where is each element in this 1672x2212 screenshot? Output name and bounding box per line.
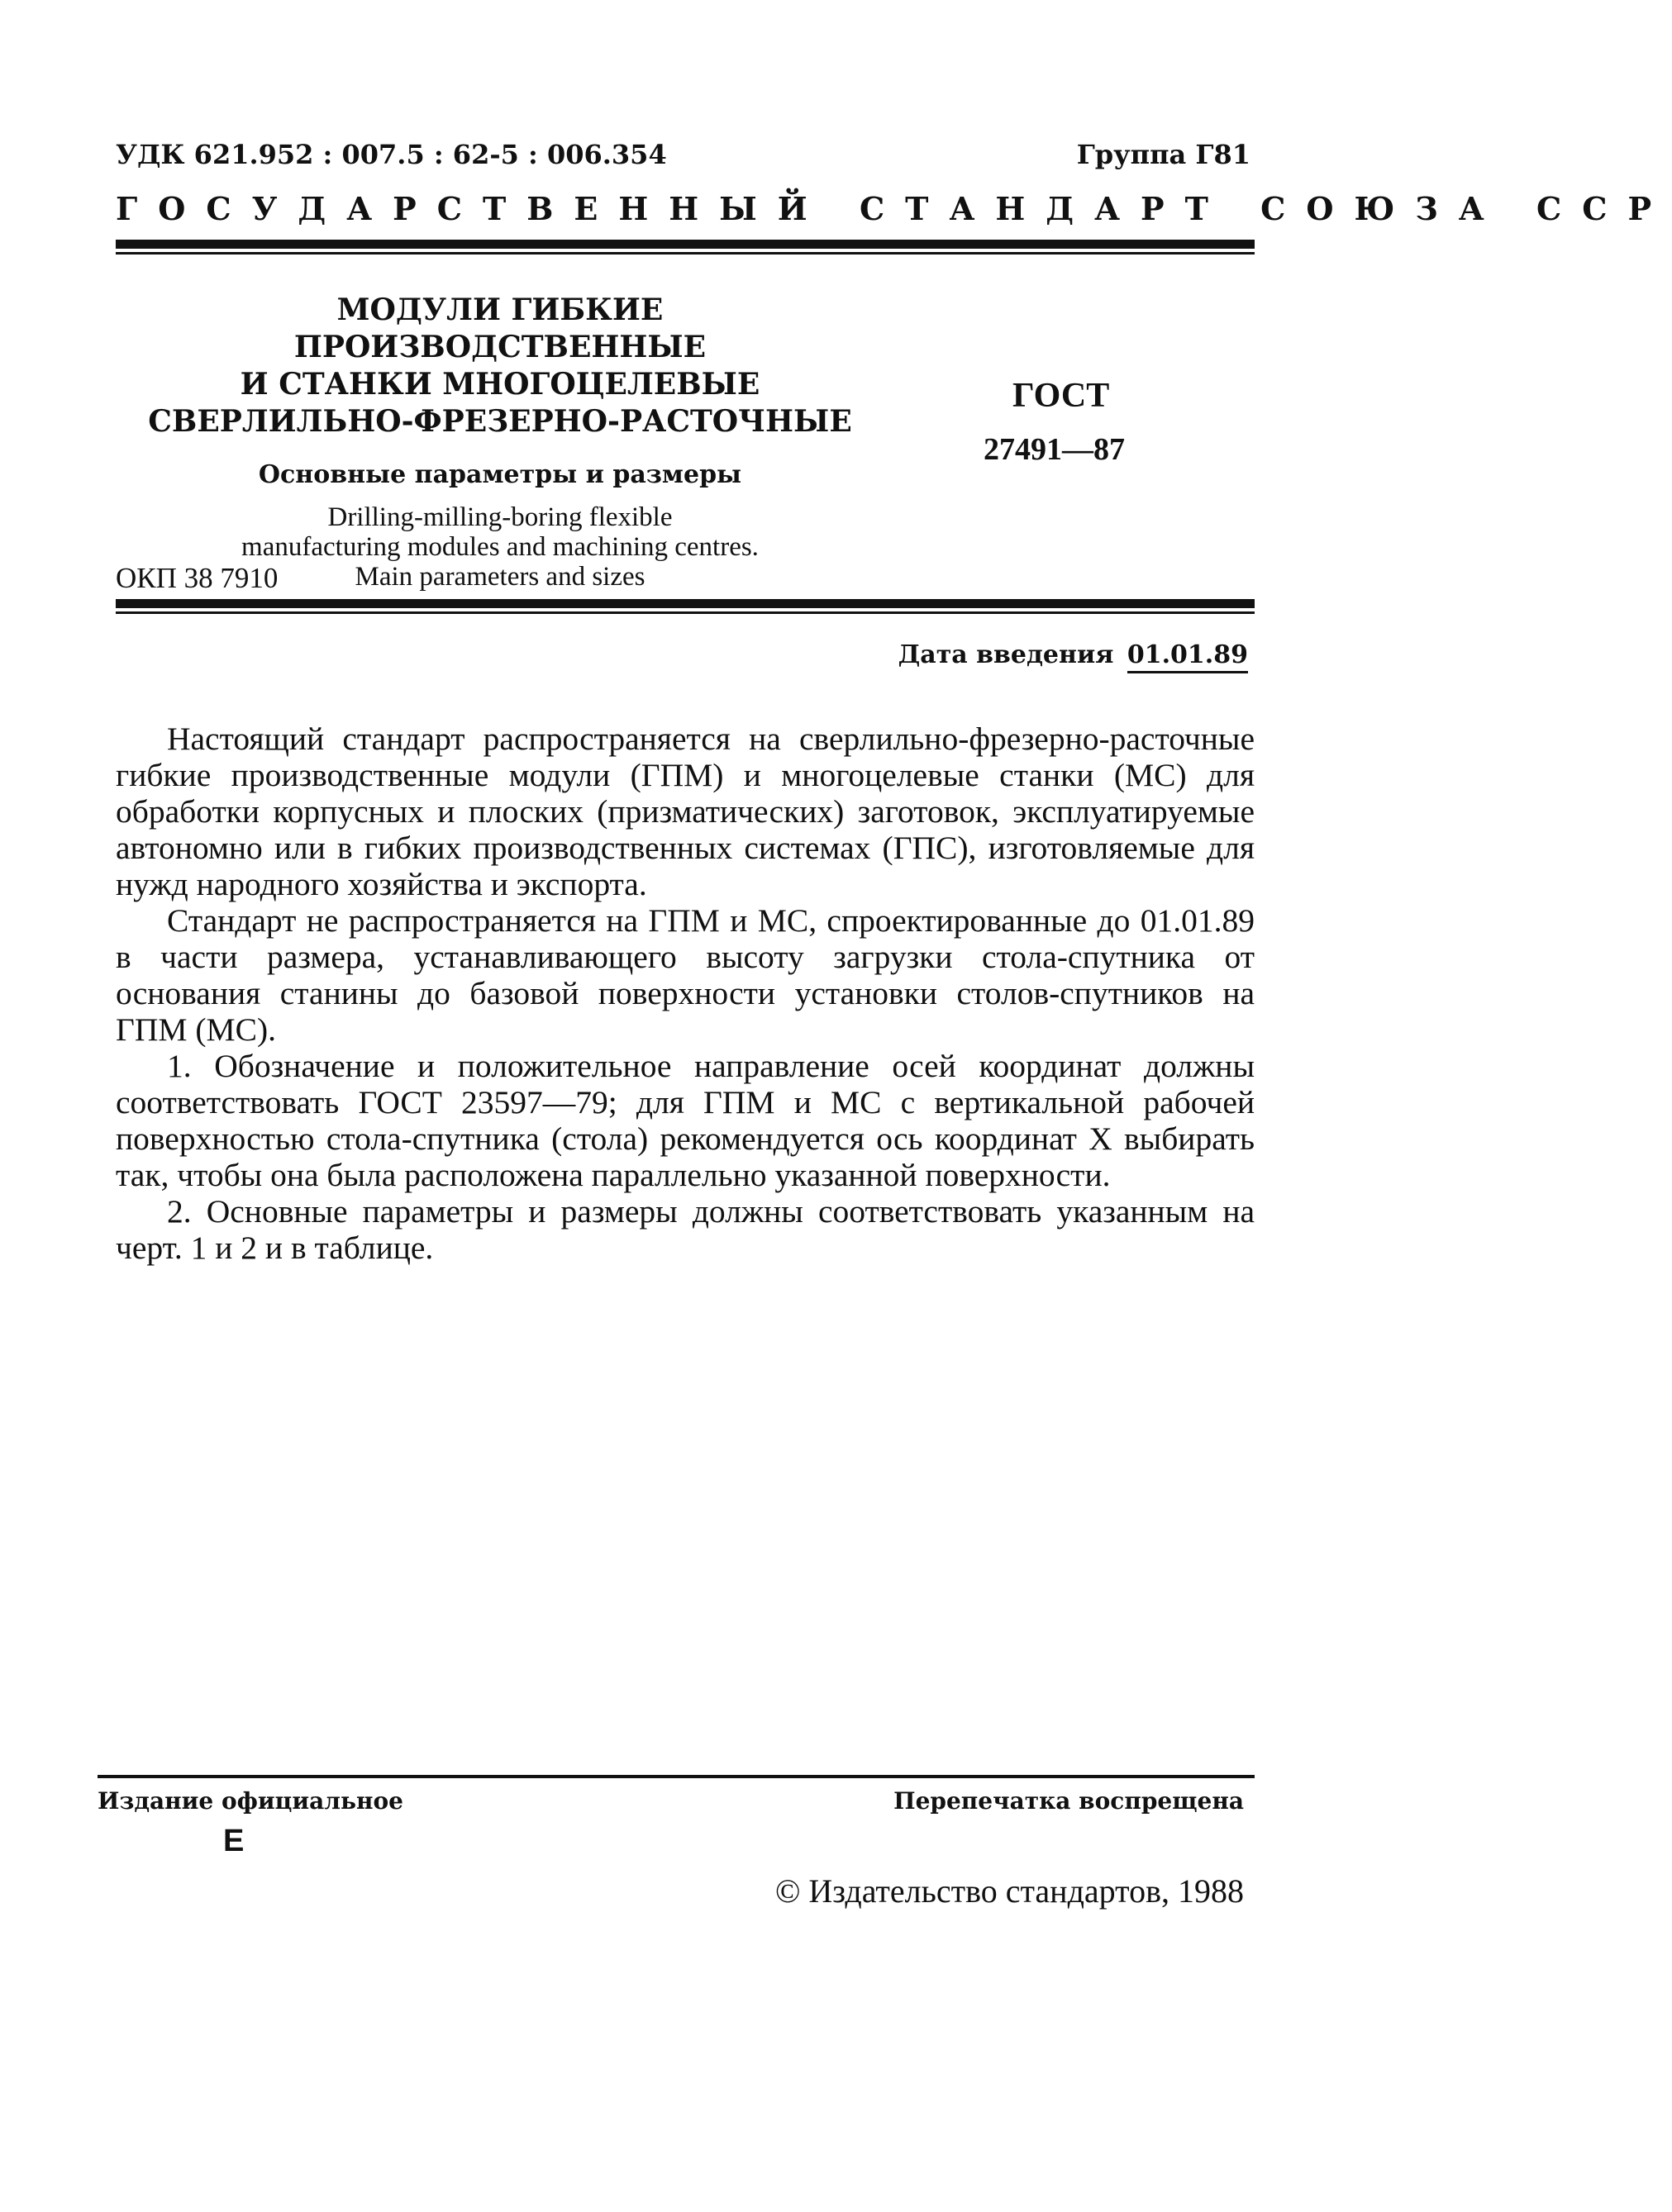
body-paragraph-4: 2. Основные параметры и размеры должны соответствовать указанным на черт. 1 и 2 и в таблице. (116, 1193, 1255, 1266)
introduction-date (898, 640, 1248, 669)
gost-number: 27491—87 (984, 432, 1125, 467)
reprint-prohibited: Перепечатка воспрещена (893, 1787, 1244, 1815)
body-paragraph-1: Настоящий стандарт распространяется на сверлильно-фрезерно-расточные гибкие производственные модули (ГПМ) и многоцелевые станки (МС) для обработки корпусных и плоских (призматических) заготовок, эксплуатируемые автономно или в гибких производственных системах (ГПС), изготовляемые для нужд народного хозяйства и экспорта. (116, 721, 1255, 902)
english-title-line-1: Drilling-milling-boring flexible (327, 502, 673, 532)
introduction-date-value: 01.01.89 (1127, 640, 1248, 673)
group-code: Группа Г81 (1076, 139, 1250, 170)
title-block (141, 292, 860, 592)
english-title-line-2: manufacturing modules and machining centres. (241, 532, 759, 562)
header-rule-thick (116, 240, 1255, 249)
introduction-date-label: Дата введения (898, 640, 1114, 669)
title-line-1: МОДУЛИ ГИБКИЕ ПРОИЗВОДСТВЕННЫЕ (293, 293, 707, 364)
title-rule-thin (116, 611, 1255, 614)
header-rule-thin (116, 252, 1255, 254)
body-paragraph-2: Стандарт не распространяется на ГПМ и МС, спроектированные до 01.01.89 в части размера, устанавливающего высоту загрузки стола-спутника от основания станины до базовой поверхности установки столов-спутников на ГПМ (МС). (116, 902, 1255, 1048)
body-paragraph-3: 1. Обозначение и положительное направление осей координат должны соответствовать ГОСТ 23597—79; для ГПМ и МС с вертикальной рабочей поверхностью стола-спутника (стола) рекомендуется ось координат X выбирать так, чтобы она была расположена параллельно указанной поверхности. (116, 1048, 1255, 1193)
state-standard-heading: ГОСУДАРСТВЕННЫЙ СТАНДАРТ СОЮЗА ССР (116, 190, 1672, 227)
body-text (116, 721, 1255, 1266)
gost-label: ГОСТ (1012, 377, 1110, 415)
title-rule-thick (116, 599, 1255, 608)
edition-mark: Е (223, 1824, 245, 1858)
edition-official: Издание официальное (98, 1787, 403, 1815)
subtitle: Основные параметры и размеры (258, 460, 742, 489)
copyright-notice: © Издательство стандартов, 1988 (774, 1872, 1244, 1910)
title-line-2: И СТАНКИ МНОГОЦЕЛЕВЫЕ (240, 367, 760, 402)
english-title-line-3: Main parameters and sizes (355, 562, 645, 592)
udk-code: УДК 621.952 : 007.5 : 62-5 : 006.354 (116, 139, 667, 170)
footer-rule (98, 1775, 1255, 1778)
okp-code: ОКП 38 7910 (116, 562, 279, 594)
title-line-3: СВЕРЛИЛЬНО-ФРЕЗЕРНО-РАСТОЧНЫЕ (148, 404, 852, 439)
